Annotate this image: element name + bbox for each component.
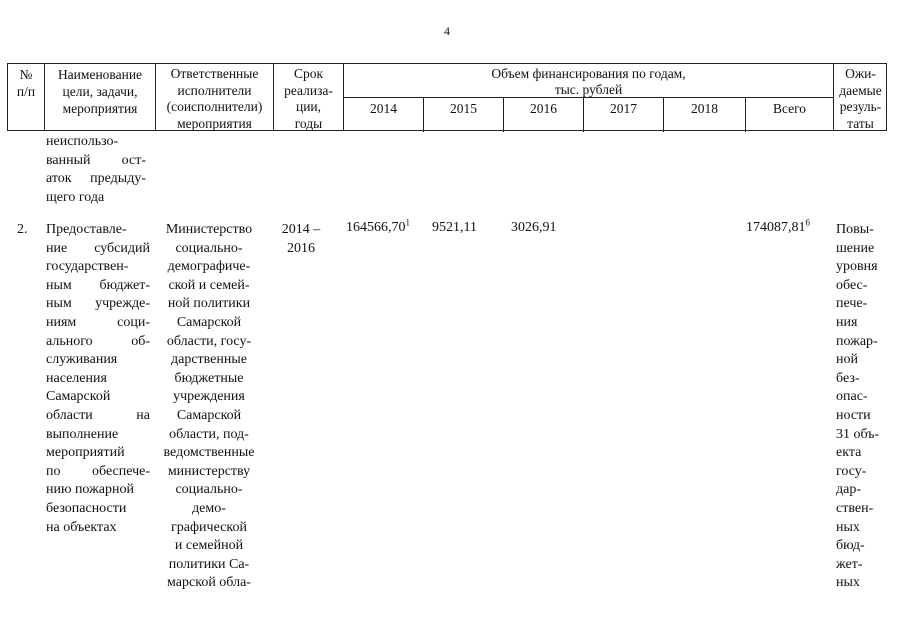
amount-2014-footnote: 1 <box>405 217 410 228</box>
row-result-line: ных <box>836 575 860 591</box>
header-name-line: мероприятия <box>62 101 138 116</box>
row-executor-line: демографиче- <box>167 259 251 275</box>
row-result-line: ствен- <box>836 500 874 516</box>
row-amount-2015: 9521,11 <box>432 220 477 235</box>
row-term-line: 2014 – <box>281 222 321 237</box>
row-amount-2014 <box>346 219 410 238</box>
continuation-name-text <box>46 133 146 207</box>
row-result-line: опас- <box>836 389 868 405</box>
row-name-line: ным учрежде- <box>46 296 150 312</box>
row-name-line: мероприятий <box>46 445 125 461</box>
header-executor-line: мероприятия <box>177 115 252 131</box>
header-result-line: Ожи- <box>845 66 876 81</box>
header-result-line: даемые <box>839 82 882 98</box>
continuation-line: щего года <box>46 189 105 205</box>
row-executor-line: дарственные <box>170 352 247 368</box>
row-name-line: области на <box>46 407 150 423</box>
amount-total-value: 174087,81 <box>746 220 806 235</box>
row-executor-line: ской и семей- <box>168 277 250 293</box>
row-name-line: Предоставле- <box>46 222 127 237</box>
header-funding-line: тыс. рублей <box>554 82 623 97</box>
row-result-line: бюд- <box>836 538 865 554</box>
row-result-text <box>836 221 886 593</box>
row-result-line: ных <box>836 519 860 535</box>
header-result-line: таты <box>847 115 874 131</box>
page-number: 4 <box>444 24 450 38</box>
row-name-line: ным бюджет- <box>46 277 150 293</box>
row-result-line: жет- <box>836 556 863 572</box>
row-executor-line: учреждения <box>173 389 245 405</box>
row-result-line: пече- <box>836 296 868 312</box>
row-executor-line: социально- <box>175 240 243 256</box>
row-name-line: Самарской <box>46 389 111 405</box>
row-executor-line: Самарской <box>176 314 242 330</box>
row-result-line: без- <box>836 370 860 386</box>
row-executor-line: социально- <box>175 482 243 498</box>
row-amount-2016: 3026,91 <box>511 220 557 235</box>
row-result-line: Повы- <box>836 222 874 237</box>
row-executor-line: ной политики <box>167 296 251 312</box>
row-executor-line: бюджетные <box>174 370 244 386</box>
row-executor-line: ведомственные <box>163 445 255 461</box>
header-result-cell <box>833 64 888 130</box>
header-term-line: ции, <box>295 99 322 114</box>
header-name-line: Наименование <box>57 67 143 82</box>
header-year-2017: 2017 <box>584 97 664 132</box>
row-amount-total <box>746 219 810 238</box>
row-result-line: уровня <box>836 259 878 275</box>
continuation-line: неиспользо- <box>46 134 119 149</box>
row-name-line: ние субсидий <box>46 240 150 256</box>
row-result-line: госу- <box>836 463 867 479</box>
row-result-line: шение <box>836 240 875 256</box>
row-result-line: ности <box>836 407 871 423</box>
row-result-line: дар- <box>836 482 861 498</box>
row-result-line: обес- <box>836 277 868 293</box>
row-executor-line: Самарской <box>176 407 242 423</box>
row-result-line: ния <box>836 314 858 330</box>
row-result-line: пожар- <box>836 333 878 349</box>
continuation-line: аток предыду- <box>46 171 146 187</box>
continuation-line: ванный ост- <box>46 152 146 168</box>
row-name-line: служивания <box>46 352 118 368</box>
header-year-2018: 2018 <box>664 97 746 132</box>
row-name-line: населения <box>46 370 107 386</box>
header-executor-line: Ответственные <box>170 66 259 81</box>
amount-2014-value: 164566,70 <box>346 220 406 235</box>
header-term-cell <box>274 64 344 130</box>
header-name-cell <box>45 64 156 130</box>
row-result-line: ной <box>836 352 858 368</box>
row-executor-line: политики Са- <box>168 556 250 572</box>
header-result-line: резуль- <box>839 99 882 114</box>
header-year-2015: 2015 <box>424 97 504 132</box>
header-number-cell <box>8 64 45 130</box>
header-funding-title <box>344 64 833 97</box>
amount-total-footnote: 6 <box>805 217 810 228</box>
row-number: 2. <box>17 222 28 237</box>
row-executor-line: министерству <box>167 463 251 479</box>
row-result-line: 31 объ- <box>836 426 880 442</box>
header-name-line: цели, задачи, <box>62 84 138 99</box>
row-executor-line: графической <box>171 519 247 535</box>
row-term-text <box>266 221 336 258</box>
row-executor-line: области, госу- <box>166 333 252 349</box>
row-name-line: ального об- <box>46 333 150 349</box>
header-year-2016: 2016 <box>504 97 584 132</box>
row-name-line: по обеспече- <box>46 463 150 479</box>
row-executor-line: Министерство <box>165 222 253 237</box>
row-executor-line: области, под- <box>169 426 249 442</box>
header-executor-line: (соисполнители) <box>166 99 263 114</box>
header-number-line: п/п <box>16 84 36 99</box>
row-executor-text <box>152 221 266 593</box>
header-total: Всего <box>746 97 833 132</box>
row-name-line: на объектах <box>46 519 117 535</box>
header-number-line: № <box>19 67 33 82</box>
row-executor-line: демо- <box>192 500 226 516</box>
header-executor-line: исполнители <box>177 82 252 98</box>
row-name-text <box>46 221 150 537</box>
row-executor-line: марской обла- <box>167 575 251 591</box>
header-term-line: Срок <box>293 66 324 81</box>
table-header <box>7 63 887 131</box>
row-name-line: государствен- <box>46 259 129 275</box>
row-executor-line: и семейной <box>174 538 244 554</box>
header-executor-cell <box>156 64 274 130</box>
header-funding-line: Объем финансирования по годам, <box>491 66 686 81</box>
header-term-line: реализа- <box>284 82 333 98</box>
row-name-line: безопасности <box>46 500 127 516</box>
header-term-line: годы <box>294 115 323 131</box>
row-term-line: 2016 <box>287 240 315 256</box>
row-result-line: екта <box>836 445 862 461</box>
row-name-line: выполнение <box>46 426 119 442</box>
row-name-line: нию пожарной <box>46 482 134 498</box>
row-name-line: ниям соци- <box>46 314 150 330</box>
header-year-2014: 2014 <box>344 97 424 132</box>
